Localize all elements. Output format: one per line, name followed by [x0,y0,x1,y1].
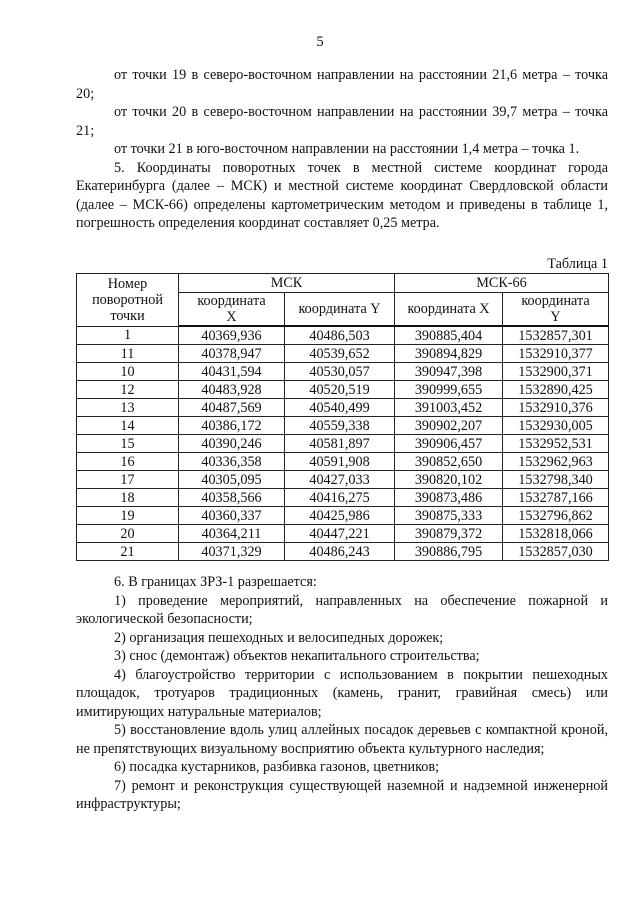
cell-msk66-y: 1532900,371 [503,363,609,381]
header-msk: МСК [179,274,395,293]
cell-msk-y: 40416,275 [285,489,395,507]
cell-msk66-y: 1532857,301 [503,326,609,345]
header-point-number: Номер поворотной точки [77,274,179,327]
cell-msk66-x: 390906,457 [395,435,503,453]
table-row [77,326,609,345]
cell-msk66-x: 390999,655 [395,381,503,399]
paragraph-item-7: 7) ремонт и реконструкция существующей наземной и надземной инженерной инфраструктуры; [76,777,608,812]
cell-msk66-x: 390875,333 [395,507,503,525]
paragraph-item-6: 6) посадка кустарников, разбивка газонов, цветников; [114,759,440,775]
header-msk66: МСК-66 [395,274,609,293]
paragraph-item-5: 5) восстановление вдоль улиц аллейных посадок деревьев с компактной кроной, не препятствующих визуальному восприятию объекта культурного наследия; [76,722,608,757]
cell-point: 14 [77,417,179,435]
cell-msk66-x: 390852,650 [395,453,503,471]
cell-msk-x: 40390,246 [179,435,285,453]
paragraph-point-21: от точки 20 в северо-восточном направлении на расстоянии 39,7 метра – точка 21; [76,104,608,139]
cell-msk-y: 40520,519 [285,381,395,399]
cell-msk-x: 40386,172 [179,417,285,435]
cell-msk66-y: 1532952,531 [503,435,609,453]
cell-msk-y: 40540,499 [285,399,395,417]
cell-msk66-y: 1532962,963 [503,453,609,471]
cell-msk66-x: 390894,829 [395,345,503,363]
page-number: 5 [316,34,324,50]
coordinates-table [76,273,609,561]
cell-msk66-y: 1532798,340 [503,471,609,489]
cell-msk66-y: 1532930,005 [503,417,609,435]
cell-msk-y: 40447,221 [285,525,395,543]
cell-msk66-x: 390947,398 [395,363,503,381]
table-row [77,363,609,381]
cell-msk-y: 40427,033 [285,471,395,489]
table-row [77,399,609,417]
cell-point: 16 [77,453,179,471]
cell-msk66-y: 1532890,425 [503,381,609,399]
paragraph-item-1: 1) проведение мероприятий, направленных на обеспечение пожарной и экологической безопасности; [76,592,608,627]
paragraph-point-1: от точки 21 в юго-восточном направлении на расстоянии 1,4 метра – точка 1. [114,141,580,157]
header-msk66-x: координата X [395,293,503,327]
cell-msk-y: 40530,057 [285,363,395,381]
paragraph-point-20: от точки 19 в северо-восточном направлении на расстоянии 21,6 метра – точка 20; [76,67,608,102]
paragraph-zone-heading: 6. В границах ЗРЗ-1 разрешается: [114,574,317,590]
cell-msk-x: 40364,211 [179,525,285,543]
cell-msk66-y: 1532818,066 [503,525,609,543]
cell-point: 12 [77,381,179,399]
table-row [77,417,609,435]
cell-point: 21 [77,543,179,561]
table-row [77,435,609,453]
cell-msk-x: 40483,928 [179,381,285,399]
cell-msk66-x: 390879,372 [395,525,503,543]
intro-text [76,66,608,233]
table-row [77,345,609,363]
cell-msk66-x: 390820,102 [395,471,503,489]
cell-msk-x: 40360,337 [179,507,285,525]
paragraph-item-3: 3) снос (демонтаж) объектов некапитального строительства; [114,648,480,664]
cell-point: 1 [77,326,179,345]
cell-msk-y: 40486,243 [285,543,395,561]
cell-msk-y: 40559,338 [285,417,395,435]
cell-msk66-y: 1532910,377 [503,345,609,363]
cell-point: 13 [77,399,179,417]
cell-msk-x: 40487,569 [179,399,285,417]
cell-msk-y: 40425,986 [285,507,395,525]
table-row [77,381,609,399]
cell-msk-x: 40371,329 [179,543,285,561]
header-msk66-y: координата Y [503,293,609,327]
cell-msk66-y: 1532857,030 [503,543,609,561]
zone-rules-text [76,573,608,814]
table-row [77,489,609,507]
paragraph-item-4: 4) благоустройство территории с использованием в покрытии пешеходных площадок, тротуаров традиционных (камень, гранит, гравийная смесь) или имитирующих натуральные материалов; [76,666,608,720]
cell-msk-y: 40539,652 [285,345,395,363]
cell-point: 11 [77,345,179,363]
table-row [77,543,609,561]
table-row [77,507,609,525]
cell-msk-y: 40591,908 [285,453,395,471]
paragraph-coordinates: 5. Координаты поворотных точек в местной системе координат города Екатеринбурга (далее – МСК) и местной системе координат Свердловской области (далее – МСК-66) определены картометрическим методом и приведены в таблице 1, погрешность определения координат составляет 0,25 метра. [76,159,608,231]
cell-point: 19 [77,507,179,525]
header-msk-y: координата Y [285,293,395,327]
cell-point: 18 [77,489,179,507]
cell-msk66-x: 390886,795 [395,543,503,561]
paragraph-item-2: 2) организация пешеходных и велосипедных дорожек; [114,629,444,646]
table-row [77,471,609,489]
table-row [77,453,609,471]
cell-msk66-x: 390885,404 [395,326,503,345]
cell-msk-y: 40486,503 [285,326,395,345]
cell-msk-y: 40581,897 [285,435,395,453]
cell-point: 15 [77,435,179,453]
table-row [77,525,609,543]
cell-msk-x: 40305,095 [179,471,285,489]
table-caption: Таблица 1 [547,256,608,272]
cell-msk66-y: 1532910,376 [503,399,609,417]
cell-msk66-x: 391003,452 [395,399,503,417]
cell-msk-x: 40431,594 [179,363,285,381]
cell-msk-x: 40358,566 [179,489,285,507]
cell-msk-x: 40336,358 [179,453,285,471]
cell-msk-x: 40378,947 [179,345,285,363]
cell-msk66-x: 390902,207 [395,417,503,435]
cell-msk66-y: 1532787,166 [503,489,609,507]
cell-msk66-x: 390873,486 [395,489,503,507]
cell-point: 20 [77,525,179,543]
cell-msk-x: 40369,936 [179,326,285,345]
header-msk-x: координата X [179,293,285,327]
cell-msk66-y: 1532796,862 [503,507,609,525]
cell-point: 10 [77,363,179,381]
cell-point: 17 [77,471,179,489]
